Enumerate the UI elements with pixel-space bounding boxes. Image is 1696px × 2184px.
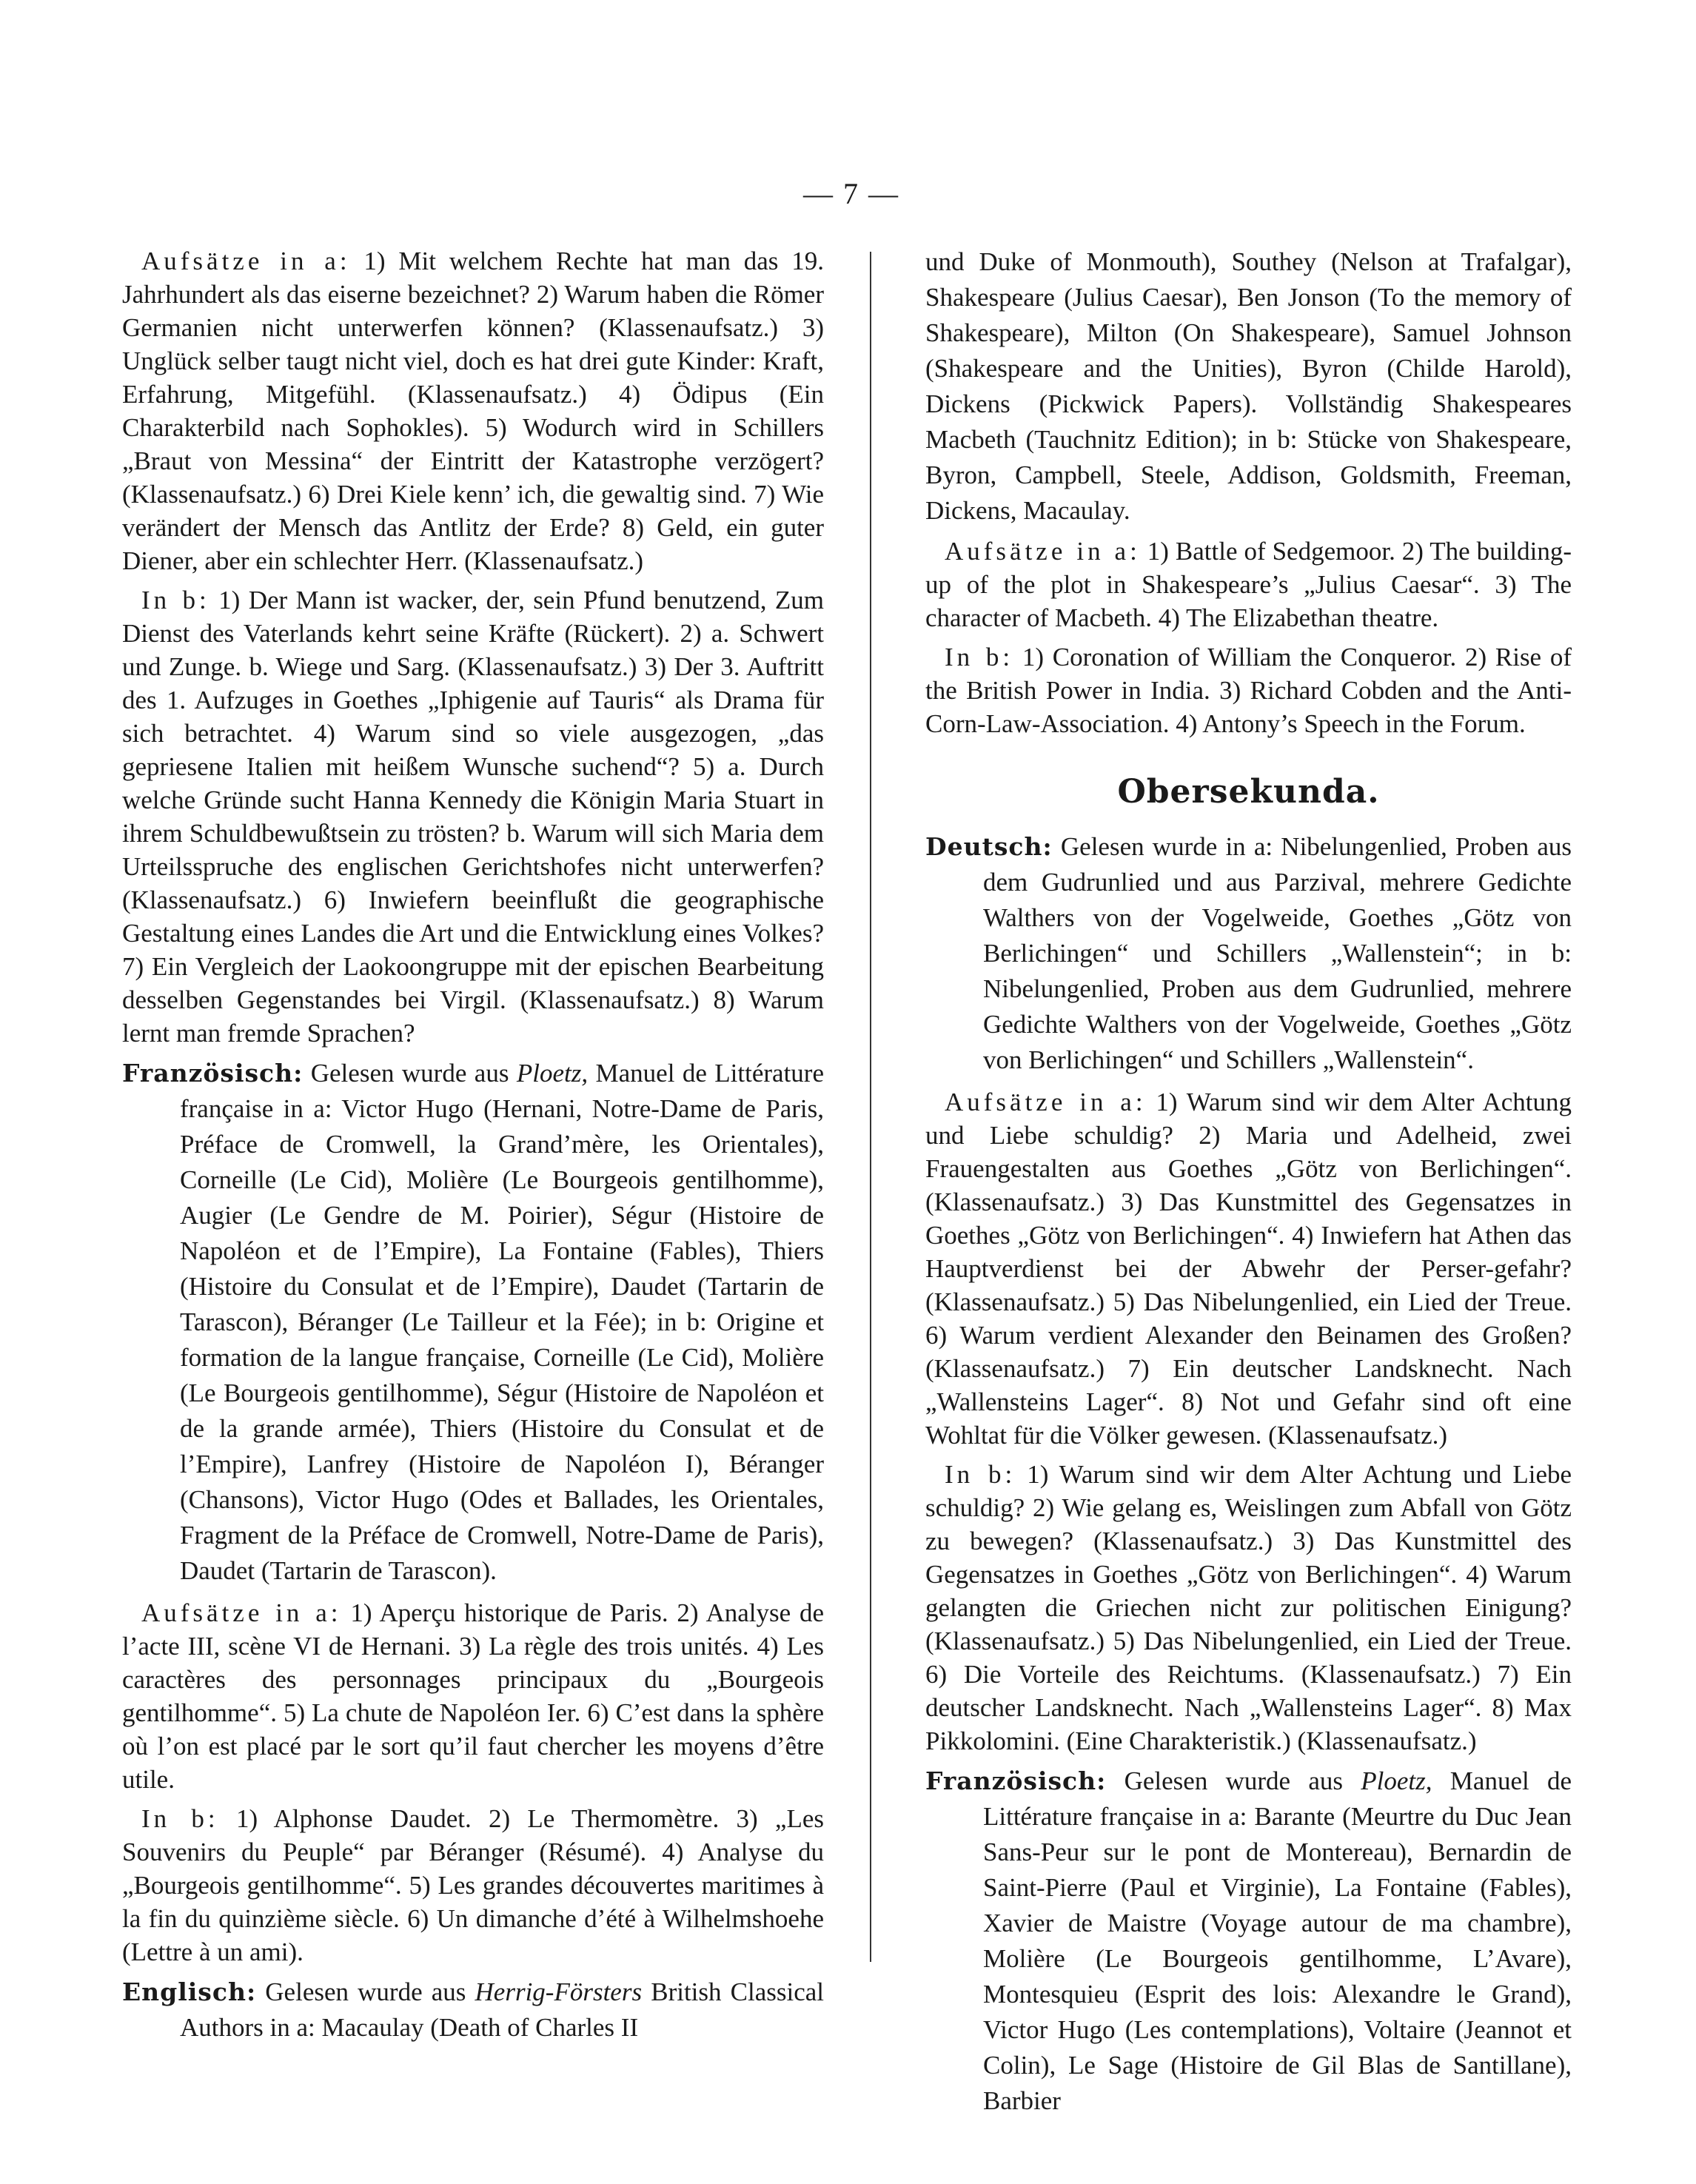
engl-aufsaetze-a-paragraph [925,535,1572,634]
franz-aufsaetze-b-label: In b: [141,1804,219,1833]
right-column [925,244,1572,2126]
englisch-source: Herrig-Försters [475,1977,643,2006]
engl-aufsaetze-a-label: Aufsätze in a: [945,537,1141,566]
engl-aufsaetze-b-paragraph [925,640,1572,740]
franzoesisch-label: Französisch: [122,1059,304,1088]
engl-aufsaetze-a-text: 1) Battle of Sedgemoor. 2) The building-up of the plot in Shakespeare’s „Julius Caesar“. 3) The character of Macbeth. 4) The Elizabethan theatre. [925,537,1572,632]
englisch-continuation: und Duke of Monmouth), Southey (Nelson at Trafalgar), Shakespeare (Julius Caesar), Ben Jonson (To the memory of Shakespeare), Milton (On Shakespeare), Samuel Johnson (Shakespeare and the Unities), Byron (Childe Harold), Dickens (Pickwick Papers). Vollständig Shakespeares Macbeth (Tauchnitz Edition); in b: Stücke von Shakespeare, Byron, Campbell, Steele, Addison, Goldsmith, Freeman, Dickens, Macaulay. [925,247,1572,525]
franz-aufsaetze-a-label: Aufsätze in a: [141,1598,342,1627]
engl-aufsaetze-b-text: 1) Coronation of William the Conqueror. 2) Rise of the British Power in India. 3) Richard Cobden and the Anti-Corn-Law-Association. 4) Antony’s Speech in the Forum. [925,643,1572,738]
deutsch-label: Deutsch: [925,832,1053,861]
aufsaetze-a-paragraph [122,244,824,577]
deutsch-aufsaetze-a-text: 1) Warum sind wir dem Alter Achtung und Liebe schuldig? 2) Maria und Adelheid, zwei Frauengestalten aus Goethes „Götz von Berlichingen“. (Klassenaufsatz.) 3) Das Kunstmittel des Gegensatzes in Goethes „Götz von Berlichingen“. 4) Inwiefern hat Athen das Hauptverdienst bei der Abwehr der Perser-gefahr? (Klassenaufsatz.) 5) Das Nibelungenlied, ein Lied der Treue. 6) Warum verdient Alexander den Beinamen des Großen? (Klassenaufsatz.) 7) Ein deutscher Landsknecht. Nach „Wallensteins Lager“. 8) Not und Gefahr sind oft eine Wohltat für die Völker gewesen. (Klassenaufsatz.) [925,1088,1572,1450]
deutsch-section [925,829,1572,1078]
engl-aufsaetze-b-label: In b: [945,643,1014,671]
deutsch-aufsaetze-a-paragraph [925,1085,1572,1452]
franz-aufsaetze-b-text: 1) Alphonse Daudet. 2) Le Thermomètre. 3) „Les Souvenirs du Peuple“ par Béranger (Résumé). 4) Analyse du „Bourgeois gentilhomme“. 5) Les grandes découvertes maritimes à la fin du quinzième siècle. 6) Un dimanche d’été à Wilhelmshoehe (Lettre à un ami). [122,1804,824,1966]
deutsch-aufsaetze-b-text: 1) Warum sind wir dem Alter Achtung und Liebe schuldig? 2) Wie gelang es, Weislingen zum Abfall von Götz zu bewegen? (Klassenaufsatz.) 3) Das Kunstmittel des Gegensatzes in Goethes „Götz von Berlichingen“. 4) Warum gelangten die Griechen nicht zur politischen Einigung? (Klassenaufsatz.) 5) Das Nibelungenlied, ein Lied der Treue. 6) Die Vorteile des Reichtums. (Klassenaufsatz.) 7) Ein deutscher Landsknecht. Nach „Wallensteins Lager“. 8) Max Pikkolomini. (Eine Charakteristik.) (Klassenaufsatz.) [925,1460,1572,1755]
left-column [122,244,824,2053]
franzoesisch-section [122,1056,824,1589]
aufsaetze-a-label: Aufsätze in a: [141,247,351,275]
column-divider [870,252,871,1962]
aufsaetze-b-text: 1) Der Mann ist wacker, der, sein Pfund benutzend, Zum Dienst des Vaterlands kehrt seine Kräfte (Rückert). 2) a. Schwert und Zunge. b. Wiege und Sarg. (Klassenaufsatz.) 3) Der 3. Auftritt des 1. Aufzuges in Goethes „Iphigenie auf Tauris“ als Drama für sich betrachtet. 4) Warum sind so viele ausgezogen, „das gepriesene Italien mit heißem Wunsche suchend“? 5) a. Durch welche Gründe sucht Hanna Kennedy die Königin Maria Stuart in ihrem Schuldbewußtsein zu trösten? b. Warum will sich Maria dem Urteilsspruche des englischen Gerichtshofes nicht unterwerfen? (Klassenaufsatz.) 6) Inwiefern beeinflußt die geographische Gestaltung eines Landes die Art und die Entwicklung eines Volkes? 7) Ein Vergleich der Laokoongruppe mit der epischen Bearbeitung desselben Gegenstandes bei Virgil. (Klassenaufsatz.) 8) Warum lernt man fremde Sprachen? [122,586,825,1048]
englisch-label: Englisch: [122,1977,257,2006]
franzoesisch-text: Manuel de Littérature française in a: Victor Hugo (Hernani, Notre-Dame de Paris, Préface de Cromwell, la Grand’mère, les Orientales), Corneille (Le Cid), Molière (Le Bourgeois gentilhomme), Augier (Le Gendre de M. Poirier), Ségur (Histoire de Napoléon et de l’Empire), La Fontaine (Fables), Thiers (Histoire du Consulat et de l’Empire), Daudet (Tartarin de Tarascon), Béranger (Le Tailleur et la Fée); in b: Origine et formation de la langue française, Corneille (Le Cid), Molière (Le Bourgeois gentilhomme), Ségur (Histoire de Napoléon et de la grande armée), Thiers (Histoire du Consulat et de l’Empire), Lanfrey (Histoire de Napoléon I), Béranger (Chansons), Victor Hugo (Odes et Ballades, les Orientales, Fragment de la Préface de Cromwell, Notre-Dame de Paris), Daudet (Tartarin de Tarascon). [180,1059,824,1585]
aufsaetze-a-text: 1) Mit welchem Rechte hat man das 19. Jahrhundert als das eiserne bezeichnet? 2) Warum haben die Römer Germanien nicht unterwerfen können? (Klassenaufsatz.) 3) Unglück selber taugt nicht viel, doch es hat drei gute Kinder: Kraft, Erfahrung, Mitgefühl. (Klassenaufsatz.) 4) Ödipus (Ein Charakterbild nach Sophokles). 5) Wodurch wird in Schillers „Braut von Messina“ der Eintritt der Katastrophe verzögert? (Klassenaufsatz.) 6) Drei Kiele kenn’ ich, die gewaltig sind. 7) Wie verändert der Mensch das Antlitz der Erde? 8) Geld, ein guter Diener, aber ein schlechter Herr. (Klassenaufsatz.) [122,247,824,575]
franzoesisch-obersekunda-text: Manuel de Littérature française in a: Barante (Meurtre du Duc Jean Sans-Peur sur le pont de Montereau), Bernardin de Saint-Pierre (Paul et Virginie), La Fontaine (Fables), Xavier de Maistre (Voyage autour de ma chambre), Molière (Le Bourgeois gentilhomme, L’Avare), Montesquieu (Esprit des lois: Alexandre le Grand), Victor Hugo (Les contemplations), Voltaire (Jeannot et Colin), Le Sage (Histoire de Gil Blas de Santillane), Barbier [983,1766,1572,2115]
aufsaetze-b-paragraph [122,583,824,1050]
franzoesisch-obersekunda-label: Französisch: [925,1766,1107,1795]
franz-aufsaetze-b-paragraph [122,1802,824,1969]
franz-aufsaetze-a-paragraph [122,1596,824,1796]
deutsch-aufsaetze-b-label: In b: [945,1460,1016,1489]
franzoesisch-author: Ploetz, [516,1059,589,1088]
aufsaetze-b-label: In b: [141,586,210,614]
deutsch-aufsaetze-b-paragraph [925,1458,1572,1758]
section-heading-obersekunda: Obersekunda. [1117,773,1380,811]
page-number: — 7 — [803,177,899,210]
franzoesisch-obersekunda-intro: Gelesen wurde aus [1124,1766,1343,1795]
englisch-section [122,1974,824,2046]
englisch-intro: Gelesen wurde aus [265,1977,466,2006]
franzoesisch-obersekunda-section [925,1763,1572,2119]
deutsch-text: Gelesen wurde in a: Nibelungenlied, Proben aus dem Gudrunlied und aus Parzival, mehrere Gedichte Walthers von der Vogelweide, Goethes „Götz von Berlichingen“ und Schillers „Wallenstein“; in b: Nibelungenlied, Proben aus dem Gudrunlied, mehrere Gedichte Walthers von der Vogelweide, Goethes „Götz von Berlichingen“ und Schillers „Wallenstein“. [983,832,1572,1074]
franzoesisch-intro: Gelesen wurde aus [310,1059,509,1088]
franz-aufsaetze-a-text: 1) Aperçu historique de Paris. 2) Analyse de l’acte III, scène VI de Hernani. 3) La règle des trois unités. 4) Les caractères des personnages principaux du „Bourgeois gentilhomme“. 5) La chute de Napoléon Ier. 6) C’est dans la sphère où l’on est placé par le sort qu’il faut chercher les moyens d’être utile. [122,1598,824,1794]
englisch-text: British Classical Authors in a: Macaulay (Death of Charles II [180,1977,825,2042]
deutsch-aufsaetze-a-label: Aufsätze in a: [945,1088,1147,1116]
franzoesisch-obersekunda-author: Ploetz, [1361,1766,1432,1795]
